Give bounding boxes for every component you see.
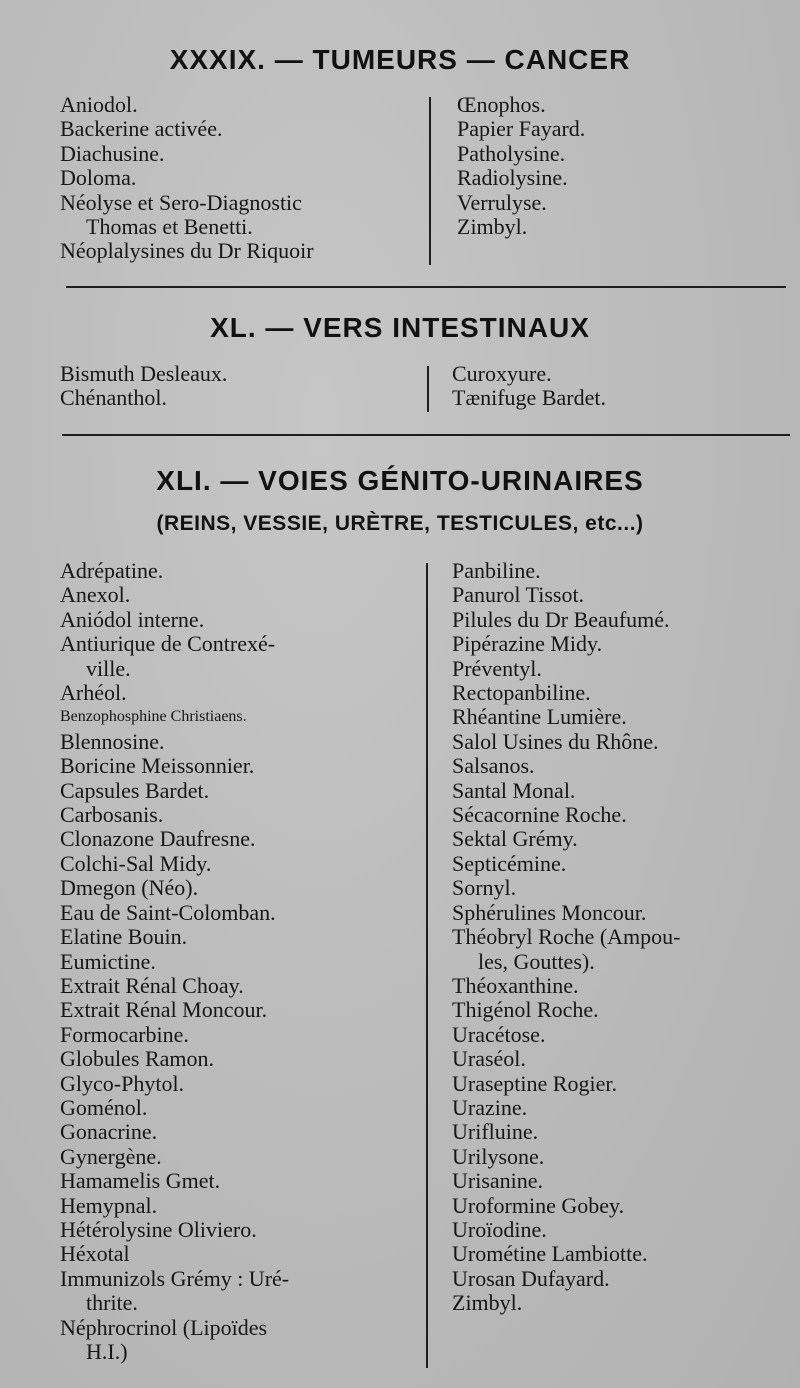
list-item: Sécacornine Roche.: [452, 802, 627, 828]
list-item: Extrait Rénal Moncour.: [60, 997, 268, 1023]
list-item: Carbosanis.: [60, 802, 164, 828]
list-item: Elatine Bouin.: [60, 924, 188, 950]
list-item: Immunizols Grémy : Uré-: [60, 1265, 290, 1291]
list-item: Rectopanbiline.: [452, 680, 591, 706]
list-item: Zimbyl.: [457, 214, 528, 240]
list-item: Boricine Meissonnier.: [60, 753, 255, 779]
list-item: Arhéol.: [60, 680, 127, 706]
list-item: Néoplalysines du Dr Riquoir: [60, 238, 314, 264]
list-item: Santal Monal.: [452, 777, 576, 803]
section-separator: [62, 434, 790, 436]
list-item: Tænifuge Bardet.: [452, 385, 606, 411]
list-item: Clonazone Daufresne.: [60, 826, 256, 852]
list-item: Antiurique de Contrexé-: [60, 631, 276, 657]
list-item: Pipérazine Midy.: [452, 631, 603, 657]
list-item: Doloma.: [60, 165, 137, 191]
list-item: Salsanos.: [452, 753, 535, 779]
list-item: Backerine activée.: [60, 116, 223, 142]
list-item: Hétérolysine Oliviero.: [60, 1216, 257, 1242]
list-item: Néphrocrinol (Lipoïdes: [60, 1314, 268, 1340]
list-item: Benzophosphine Christiaens.: [60, 708, 247, 726]
list-item: Salol Usines du Rhône.: [452, 728, 659, 754]
list-item: Panurol Tissot.: [452, 582, 585, 608]
column-divider: [429, 97, 431, 265]
list-item: Blennosine.: [60, 728, 165, 754]
list-item: Colchi-Sal Midy.: [60, 850, 212, 876]
list-item: les, Gouttes).: [478, 948, 595, 974]
list-item: Papier Fayard.: [457, 116, 586, 142]
list-item: Bismuth Desleaux.: [60, 361, 228, 386]
list-item: Sektal Grémy.: [452, 826, 578, 852]
section-title-voies: XLI. — VOIES GÉNITO-URINAIRES: [156, 465, 644, 496]
list-item: Zimbyl.: [452, 1290, 523, 1316]
list-item: H.I.): [86, 1339, 128, 1364]
voies-right-list: [452, 559, 681, 1316]
column-divider: [426, 563, 428, 1368]
list-item: Uraseptine Rogier.: [452, 1070, 617, 1096]
list-item: Gynergène.: [60, 1143, 162, 1169]
vers-right-list: [452, 362, 606, 411]
list-item: Verrulyse.: [457, 189, 547, 215]
list-item: Gonacrine.: [60, 1119, 158, 1145]
list-item: Extrait Rénal Choay.: [60, 972, 244, 998]
section-subtitle-voies: (REINS, VESSIE, URÈTRE, TESTICULES, etc...): [156, 512, 644, 535]
section-separator: [66, 286, 786, 288]
section-title-vers: XL. — VERS INTESTINAUX: [210, 312, 590, 343]
list-item: Préventyl.: [452, 655, 542, 681]
list-item: ville.: [86, 655, 131, 681]
list-item: Anexol.: [60, 582, 131, 608]
list-item: Théoxanthine.: [452, 972, 579, 998]
section-title-tumeurs: XXXIX. — TUMEURS — CANCER: [169, 44, 631, 75]
list-item: Urilysone.: [452, 1143, 545, 1169]
column-divider: [427, 366, 429, 412]
list-item: Sornyl.: [452, 875, 517, 901]
list-item: Urazine.: [452, 1094, 528, 1120]
list-item: Radiolysine.: [457, 165, 568, 191]
list-item: Uroïodine.: [452, 1216, 547, 1242]
list-item: Héxotal: [60, 1241, 130, 1267]
list-item: Thomas et Benetti.: [86, 214, 253, 240]
tumeurs-left-list: [60, 93, 314, 264]
list-item: Aniodol.: [60, 92, 138, 117]
list-item: Hemypnal.: [60, 1192, 158, 1218]
voies-left-list: [60, 559, 289, 1364]
list-item: Glyco-Phytol.: [60, 1070, 185, 1096]
list-item: Urométine Lambiotte.: [452, 1241, 648, 1267]
list-item: Thigénol Roche.: [452, 997, 599, 1023]
list-item: Uraséol.: [452, 1046, 526, 1072]
list-item: Formocarbine.: [60, 1021, 189, 1047]
list-item: Eumictine.: [60, 948, 156, 974]
list-item: Eau de Saint-Colomban.: [60, 899, 276, 925]
list-item: Sphérulines Moncour.: [452, 899, 647, 925]
tumeurs-right-list: [457, 93, 585, 239]
list-item: Rhéantine Lumière.: [452, 704, 627, 730]
list-item: Urifluine.: [452, 1119, 539, 1145]
list-item: Adrépatine.: [60, 558, 164, 583]
list-item: Dmegon (Néo).: [60, 875, 199, 901]
list-item: Patholysine.: [457, 140, 566, 166]
list-item: Uracétose.: [452, 1021, 546, 1047]
list-item: Pilules du Dr Beaufumé.: [452, 606, 670, 632]
list-item: Théobryl Roche (Ampou-: [452, 924, 681, 950]
list-item: thrite.: [86, 1290, 138, 1316]
list-item: Hamamelis Gmet.: [60, 1168, 221, 1194]
list-item: Œnophos.: [457, 92, 546, 117]
list-item: Aniódol interne.: [60, 606, 205, 632]
list-item: Néolyse et Sero-Diagnostic: [60, 189, 302, 215]
list-item: Septicémine.: [452, 850, 567, 876]
list-item: Chénanthol.: [60, 385, 167, 411]
list-item: Curoxyure.: [452, 361, 552, 386]
list-item: Capsules Bardet.: [60, 777, 210, 803]
list-item: Uroformine Gobey.: [452, 1192, 625, 1218]
list-item: Goménol.: [60, 1094, 148, 1120]
list-item: Panbiline.: [452, 558, 541, 583]
list-item: Urosan Dufayard.: [452, 1265, 610, 1291]
vers-left-list: [60, 362, 227, 411]
list-item: Diachusine.: [60, 140, 165, 166]
list-item: Globules Ramon.: [60, 1046, 214, 1072]
list-item: Urisanine.: [452, 1168, 544, 1194]
